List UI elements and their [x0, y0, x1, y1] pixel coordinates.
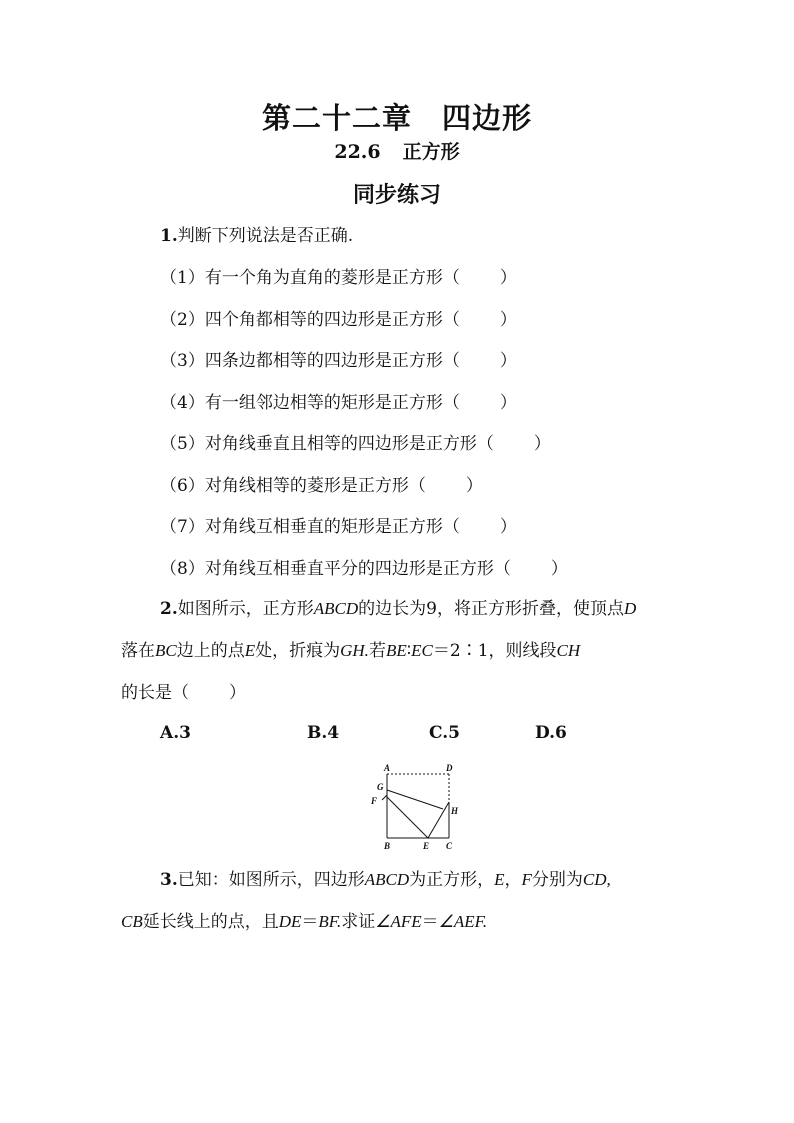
question-2-line-3 [121, 681, 681, 705]
subtitle: 同步练习 [352, 182, 441, 208]
q2-text: 如图所示，正方形 [177, 599, 314, 619]
q2-bc: BC [155, 641, 177, 660]
q2-text: ，则线段 [488, 641, 557, 661]
question-2-line-2 [121, 639, 681, 663]
question-2-line-1 [160, 597, 720, 621]
label-e: E [423, 841, 430, 851]
q2-text: 若 [368, 641, 386, 661]
square-fold-figure [366, 762, 466, 854]
choice-a[interactable]: A.3 [160, 723, 191, 743]
q3-text: ， [504, 870, 522, 890]
q2-d: D [623, 599, 637, 618]
q2-text: 边上的点 [176, 641, 245, 661]
label-b: B [384, 841, 391, 851]
q3-abcd: ABCD [364, 870, 410, 889]
q3-text: 分别为 [531, 870, 583, 890]
statement-number: （8） [160, 559, 205, 579]
statement-text: 有一个角为直角的菱形是正方形（ [204, 268, 460, 288]
statement-item [160, 515, 517, 539]
statement-text: 四条边都相等的四边形是正方形（ [204, 351, 460, 371]
statement-text: 对角线互相垂直平分的四边形是正方形（ [204, 559, 511, 579]
q2-e: E [244, 641, 256, 660]
statement-number: （6） [160, 476, 205, 496]
chapter-number: 第二十二章 [261, 101, 412, 135]
q2-paren-close: ） [229, 683, 246, 703]
segment-fe [387, 797, 428, 838]
q3-e: E [494, 870, 505, 889]
statement-text: 有一组邻边相等的矩形是正方形（ [204, 393, 460, 413]
statement-paren-close: ） [499, 268, 517, 288]
statement-item [160, 391, 517, 415]
question-1-stem [160, 224, 353, 248]
statement-paren-close: ） [499, 351, 517, 371]
statement-number: （7） [160, 517, 205, 537]
label-g: G [377, 782, 384, 792]
q3-cd: CD, [582, 870, 611, 889]
q3-equals: ＝ [421, 912, 439, 932]
q3-text: 延长线上的点，且 [142, 912, 279, 932]
q2-text: 的边长为 [358, 599, 427, 619]
q2-be: BE [385, 641, 407, 660]
question-1-label: 1. [160, 226, 178, 246]
q2-text: 的长是（ [121, 683, 189, 703]
q3-angle-afe: ∠AFE [375, 912, 422, 931]
section-title [0, 137, 794, 164]
chapter-title [0, 96, 794, 137]
statement-paren-close: ） [499, 310, 517, 330]
q3-angle-aef: ∠AEF. [438, 912, 488, 931]
statement-item [160, 349, 517, 373]
statement-paren-close: ） [550, 559, 568, 579]
q2-gh: GH. [340, 641, 369, 660]
q2-text: ，将正方形折叠，使顶点 [436, 599, 624, 619]
choice-c[interactable]: C.5 [429, 723, 460, 743]
q2-side-length: 9 [426, 599, 437, 619]
statement-item [160, 557, 568, 581]
section-name: 正方形 [402, 141, 460, 163]
choice-b[interactable]: B.4 [307, 723, 340, 743]
label-f: F [371, 796, 378, 806]
question-2-label: 2. [160, 599, 178, 619]
q3-text: 已知：如图所示，四边形 [177, 870, 365, 890]
q3-f: F [521, 870, 532, 889]
label-d: D [446, 763, 453, 773]
statement-number: （4） [160, 393, 205, 413]
q3-text: 为正方形， [409, 870, 495, 890]
q3-cb: CB [121, 912, 143, 931]
segment-fg [382, 795, 387, 800]
statement-item [160, 308, 517, 332]
q2-ratio: ＝2∶1 [432, 641, 489, 661]
label-a: A [384, 763, 391, 773]
statement-text: 对角线互相垂直的矩形是正方形（ [204, 517, 460, 537]
q2-text: 处，折痕为 [255, 641, 341, 661]
q2-text: 落在 [121, 641, 155, 661]
statement-paren-close: ） [499, 393, 517, 413]
statement-text: 四个角都相等的四边形是正方形（ [204, 310, 460, 330]
statement-item [160, 474, 483, 498]
q3-de: DE [278, 912, 302, 931]
statement-number: （1） [160, 268, 205, 288]
statement-item [160, 266, 517, 290]
label-c: C [446, 841, 453, 851]
choice-d[interactable]: D.6 [535, 723, 567, 743]
q2-ch: CH [556, 641, 581, 660]
q3-bf: BF. [318, 912, 342, 931]
section-number: 22.6 [334, 141, 381, 163]
statement-number: （5） [160, 434, 205, 454]
statement-paren-close: ） [499, 517, 517, 537]
question-1-text: 判断下列说法是否正确. [177, 226, 354, 246]
question-3-line-1 [160, 868, 720, 892]
statement-paren-close: ） [533, 434, 551, 454]
label-h: H [451, 806, 459, 816]
statement-text: 对角线相等的菱形是正方形（ [204, 476, 426, 496]
question-3-line-2 [121, 910, 681, 934]
q3-equals: ＝ [301, 912, 319, 932]
q2-ratio-sign: ∶ [406, 641, 412, 661]
statement-number: （2） [160, 310, 205, 330]
q3-text: 求证 [341, 912, 376, 932]
statement-text: 对角线垂直且相等的四边形是正方形（ [204, 434, 494, 454]
fold-line-gh [387, 790, 443, 809]
statement-paren-close: ） [465, 476, 483, 496]
q2-ec: EC [411, 641, 433, 660]
question-3-label: 3. [160, 870, 178, 890]
statement-item [160, 432, 551, 456]
q2-abcd: ABCD [313, 599, 359, 618]
statement-number: （3） [160, 351, 205, 371]
chapter-name: 四边形 [442, 101, 533, 135]
